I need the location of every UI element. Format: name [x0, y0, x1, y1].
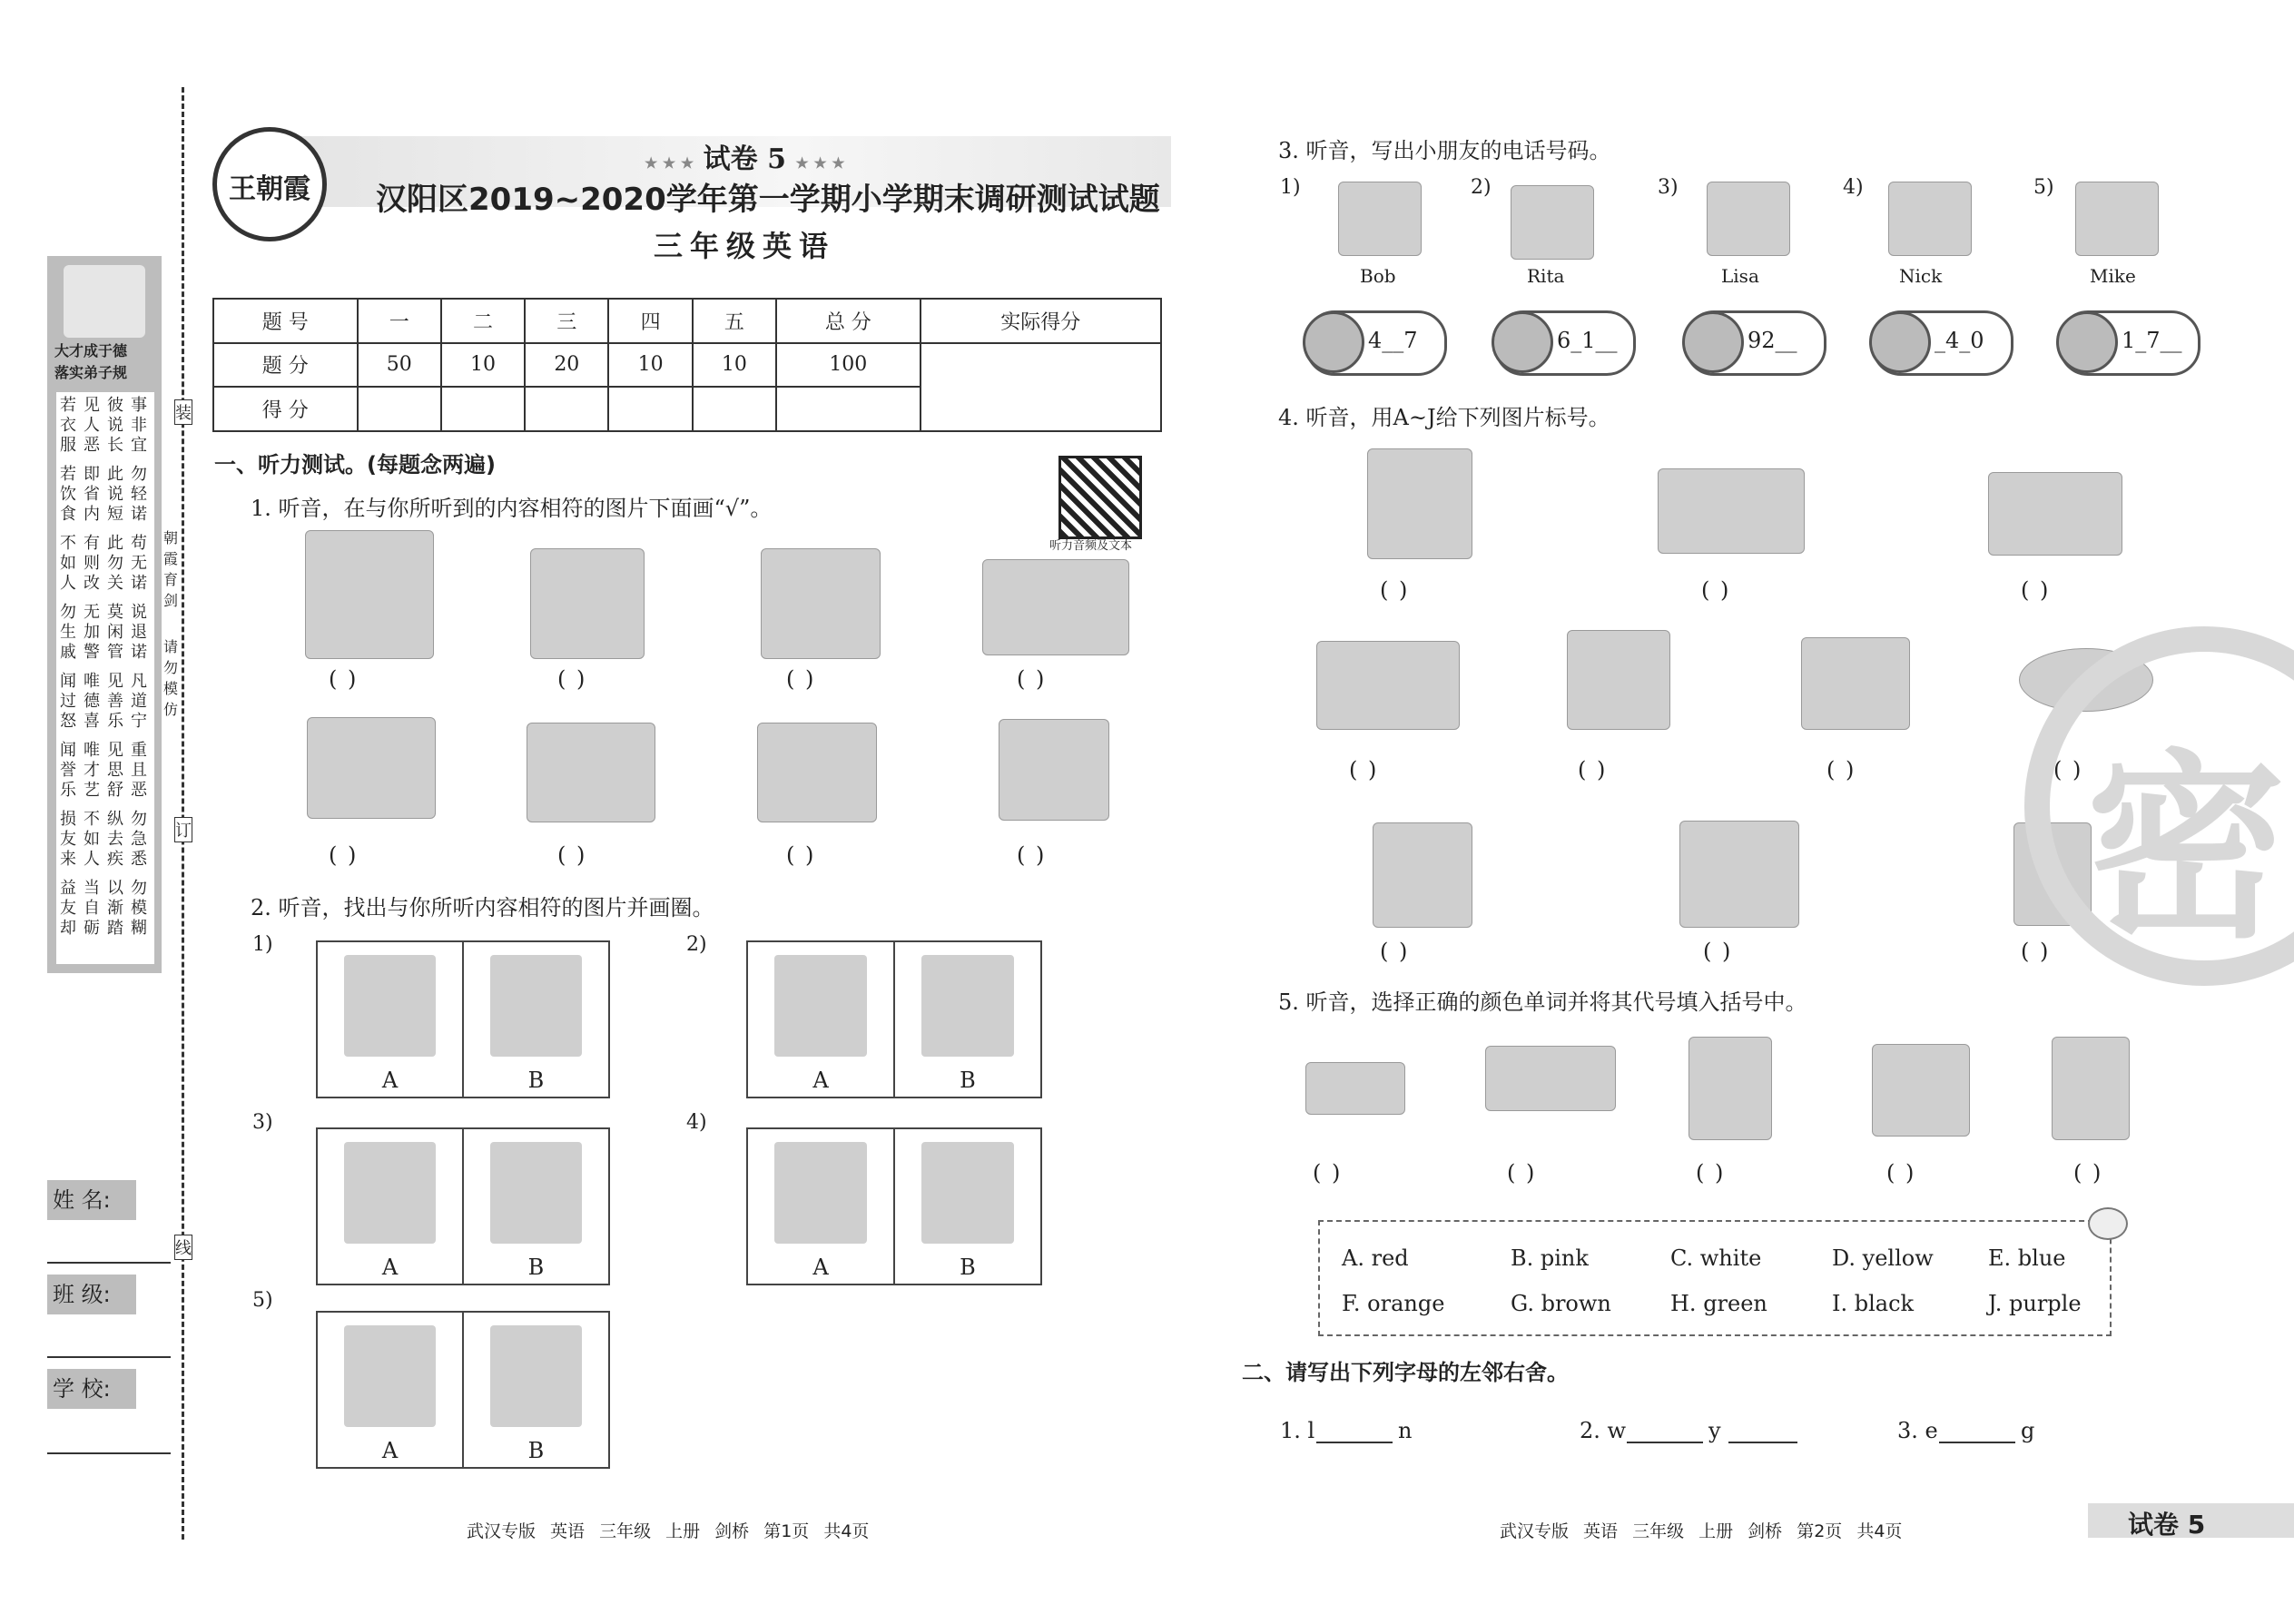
brand-logo	[212, 127, 327, 241]
answer-bracket[interactable]: ( )	[1703, 939, 1733, 964]
scene-picture	[1801, 637, 1910, 730]
color-option: B. pink	[1511, 1245, 1589, 1271]
tiger-picture	[761, 548, 881, 659]
poem-column: 凡 道 宁	[131, 672, 147, 731]
answer-bracket[interactable]: ( )	[2053, 757, 2083, 782]
letter-item: g	[2021, 1418, 2035, 1443]
school-label: 学 校:	[47, 1369, 136, 1409]
answer-bracket[interactable]: ( )	[1886, 1160, 1916, 1186]
poem-column: 此 说 短	[107, 465, 123, 524]
score-table	[212, 298, 1162, 432]
question-5: 5. 听音，选择正确的颜色单词并将其代号填入括号中。	[1278, 989, 1807, 1015]
answer-bracket[interactable]: ( )	[1380, 577, 1410, 603]
poem-column: 若 衣 服	[60, 396, 76, 455]
poem-group	[60, 810, 151, 870]
book-picture	[1872, 1044, 1970, 1137]
poem-column: 益 友 却	[60, 879, 76, 938]
footer-badge: 试卷 5	[2088, 1503, 2294, 1538]
footer-left: 武汉专版 英语 三年级 上册 剑桥 第1页 共4页	[467, 1521, 870, 1541]
choice-a[interactable]: A	[748, 942, 895, 1097]
exam-title: 汉阳区2019~2020学年第一学期小学期末调研测试试题	[376, 182, 1160, 218]
sidebar-panel	[47, 256, 162, 973]
star-icon: ★ ★ ★	[795, 154, 845, 172]
choice-b[interactable]: B	[464, 1313, 608, 1467]
poem-column: 重 且 恶	[131, 741, 147, 800]
phone-number-field[interactable]: 1_7__	[2059, 310, 2200, 376]
phone-icon	[1682, 311, 1744, 373]
spine-char: 订	[174, 817, 192, 842]
answer-bracket[interactable]: ( )	[2021, 939, 2051, 964]
table-row: 得 分	[213, 387, 1161, 431]
poem-column: 以 渐 踏	[107, 879, 123, 938]
poem-column: 见 思 舒	[107, 741, 123, 800]
poem-column: 见 善 乐	[107, 672, 123, 731]
scene-picture	[1373, 822, 1472, 928]
tiger-picture	[305, 530, 434, 659]
color-option: H. green	[1670, 1291, 1767, 1316]
q2-item-number: 5)	[252, 1289, 273, 1312]
q2-choice-pair	[316, 1311, 610, 1469]
answer-bracket[interactable]: ( )	[1017, 842, 1047, 868]
answer-bracket[interactable]: ( )	[1507, 1160, 1537, 1186]
answer-bracket[interactable]: ( )	[557, 666, 587, 692]
airplane-picture	[1485, 1046, 1616, 1111]
spine-text-mid: 请勿模仿	[163, 638, 179, 718]
tiger-picture	[982, 559, 1129, 655]
subject-title: 三年级英语	[654, 229, 836, 263]
poem-column: 莫 闲 管	[107, 603, 123, 662]
color-option: D. yellow	[1832, 1245, 1934, 1271]
cat-picture	[2052, 1037, 2130, 1140]
poem-column: 勿 急 悉	[131, 810, 147, 869]
scene-picture	[1658, 468, 1805, 554]
answer-bracket[interactable]: ( )	[1380, 939, 1410, 964]
letter-item: 3. e	[1897, 1418, 1938, 1443]
letter-item: 1. l	[1280, 1418, 1315, 1443]
q2-choice-pair	[746, 1127, 1042, 1285]
table-row: 题 号 一 二 三 四 五 总 分 实际得分	[213, 299, 1161, 343]
snail-picture	[1689, 1037, 1772, 1140]
choice-a[interactable]: A	[748, 1129, 895, 1284]
poem-column: 苟 无 诺	[131, 534, 147, 593]
section1-title: 一、听力测试。(每题念两遍)	[214, 452, 496, 477]
poem-column: 闻 过 怒	[60, 672, 76, 731]
answer-bracket[interactable]: ( )	[786, 666, 816, 692]
color-option: E. blue	[1988, 1245, 2066, 1271]
choice-b[interactable]: B	[895, 1129, 1040, 1284]
q3-number: 3)	[1658, 176, 1679, 199]
confidential-watermark: 密	[2024, 626, 2294, 986]
choice-a[interactable]: A	[318, 1129, 464, 1284]
q2-item-number: 3)	[252, 1111, 273, 1134]
choice-b[interactable]: B	[464, 942, 608, 1097]
poem-group	[60, 534, 151, 594]
answer-bracket[interactable]: ( )	[329, 842, 359, 868]
phone-number-field[interactable]: 6_1__	[1494, 310, 1636, 376]
section2-title: 二、请写出下列字母的左邻右舍。	[1242, 1360, 1569, 1385]
poem-group	[60, 672, 151, 732]
poem-group	[60, 741, 151, 801]
q2-item-number: 1)	[252, 933, 273, 956]
poem-column: 说 退 诺	[131, 603, 147, 662]
letter-blank[interactable]	[1316, 1442, 1393, 1443]
phone-icon	[1492, 311, 1553, 373]
name-label: 姓 名:	[47, 1180, 136, 1220]
letter-item: y	[1708, 1418, 1721, 1443]
table-row: 题 分 50 10 20 10 10 100	[213, 343, 1161, 388]
letter-item: n	[1398, 1418, 1413, 1443]
color-option: F. orange	[1342, 1291, 1445, 1316]
question-4: 4. 听音，用A~J给下列图片标号。	[1278, 405, 1610, 430]
name-field[interactable]	[47, 1262, 171, 1264]
q3-number: 2)	[1471, 176, 1492, 199]
poem-group	[60, 465, 151, 525]
letter-blank[interactable]	[1627, 1442, 1703, 1443]
poem-column: 勿 模 糊	[131, 879, 147, 938]
motto-top: 大才成于德	[54, 342, 128, 359]
star-icon: ★ ★ ★	[645, 154, 694, 172]
q2-item-number: 4)	[686, 1111, 707, 1134]
choice-a[interactable]: A	[318, 942, 464, 1097]
child-portrait	[1511, 185, 1594, 260]
poem-column: 事 非 宜	[131, 396, 147, 455]
phone-icon	[1869, 311, 1931, 373]
poem-column: 勿 生 戚	[60, 603, 76, 662]
answer-bracket[interactable]: ( )	[1313, 1160, 1343, 1186]
poem-column: 彼 说 长	[107, 396, 123, 455]
poem-column: 不 如 人	[84, 810, 100, 869]
poem-column: 唯 才 艺	[84, 741, 100, 800]
letter-blank[interactable]	[1728, 1442, 1797, 1443]
color-options-box	[1318, 1220, 2112, 1336]
poem-group	[60, 603, 151, 663]
scholar-illustration	[64, 265, 145, 338]
poem-column: 不 如 人	[60, 534, 76, 593]
q3-number: 5)	[2033, 176, 2054, 199]
phone-number-field[interactable]: _4_0	[1872, 310, 2013, 376]
qr-code	[1058, 456, 1142, 539]
choice-b[interactable]: B	[464, 1129, 608, 1284]
q3-number: 1)	[1280, 176, 1301, 199]
tiger-picture	[1567, 630, 1670, 730]
motto-bottom: 落实弟子规	[54, 364, 128, 381]
answer-bracket[interactable]: ( )	[1826, 757, 1856, 782]
footer-right: 武汉专版 英语 三年级 上册 剑桥 第2页 共4页	[1500, 1521, 1903, 1541]
poem-column: 无 加 警	[84, 603, 100, 662]
scene-picture	[1367, 448, 1472, 559]
color-option: C. white	[1670, 1245, 1762, 1271]
cloud-icon	[2088, 1207, 2128, 1240]
child-portrait	[1338, 182, 1422, 256]
tiger-picture	[999, 719, 1109, 821]
scene-picture	[1316, 641, 1460, 730]
class-label: 班 级:	[47, 1275, 136, 1314]
phone-number-field[interactable]: 92__	[1685, 310, 1826, 376]
color-option: G. brown	[1511, 1291, 1611, 1316]
answer-bracket[interactable]: ( )	[1696, 1160, 1726, 1186]
qr-caption: 听力音频及文本	[1049, 539, 1133, 553]
spine-char: 装	[174, 399, 192, 425]
q2-choice-pair	[316, 940, 610, 1098]
tiger-picture	[530, 548, 645, 659]
poem-block	[56, 392, 154, 964]
poem-column: 勿 轻 诺	[131, 465, 147, 524]
binding-line	[182, 87, 184, 1540]
paper-label: ★ ★ ★ 试卷 5 ★ ★ ★	[645, 143, 845, 175]
child-name: Rita	[1527, 265, 1565, 287]
q3-number: 4)	[1843, 176, 1864, 199]
choice-a[interactable]: A	[318, 1313, 464, 1467]
poem-column: 见 人 恶	[84, 396, 100, 455]
q2-item-number: 2)	[686, 933, 707, 956]
child-portrait	[2075, 182, 2159, 256]
poem-column: 闻 誉 乐	[60, 741, 76, 800]
poem-column: 当 自 砺	[84, 879, 100, 938]
phone-icon	[2056, 311, 2118, 373]
answer-bracket[interactable]: ( )	[2073, 1160, 2103, 1186]
answer-bracket[interactable]: ( )	[2021, 577, 2051, 603]
q2-choice-pair	[746, 940, 1042, 1098]
child-portrait	[1888, 182, 1972, 256]
class-field[interactable]	[47, 1356, 171, 1358]
pen-picture	[1305, 1062, 1405, 1115]
question-1: 1. 听音，在与你所听到的内容相符的图片下面画“√”。	[251, 496, 773, 521]
tiger-picture	[307, 717, 436, 819]
tiger-picture	[527, 723, 655, 822]
phone-number-field[interactable]: 4__7	[1305, 310, 1447, 376]
question-3: 3. 听音，写出小朋友的电话号码。	[1278, 138, 1611, 163]
answer-bracket[interactable]: ( )	[1701, 577, 1731, 603]
question-2: 2. 听音，找出与你所听内容相符的图片并画圈。	[251, 895, 714, 920]
tiger-picture	[757, 723, 877, 822]
poem-group	[60, 396, 151, 456]
color-option: I. black	[1832, 1291, 1915, 1316]
poem-column: 损 友 来	[60, 810, 76, 869]
answer-bracket[interactable]: ( )	[786, 842, 816, 868]
poem-column: 此 勿 关	[107, 534, 123, 593]
child-name: Bob	[1360, 265, 1396, 287]
answer-bracket[interactable]: ( )	[557, 842, 587, 868]
spine-text-top: 朝霞育剑	[163, 529, 179, 609]
rainbow-picture	[1988, 472, 2122, 556]
child-name: Nick	[1899, 265, 1943, 287]
color-option: J. purple	[1988, 1291, 2082, 1316]
q2-choice-pair	[316, 1127, 610, 1285]
child-name: Mike	[2090, 265, 2136, 287]
choice-b[interactable]: B	[895, 942, 1040, 1097]
child-portrait	[1707, 182, 1790, 256]
child-name: Lisa	[1721, 265, 1759, 287]
poem-group	[60, 879, 151, 939]
poem-column: 纵 去 疾	[107, 810, 123, 869]
answer-bracket[interactable]: ( )	[1578, 757, 1608, 782]
answer-bracket[interactable]: ( )	[329, 666, 359, 692]
poem-column: 有 则 改	[84, 534, 100, 593]
poem-column: 即 省 内	[84, 465, 100, 524]
letter-blank[interactable]	[1939, 1442, 2015, 1443]
spine-char: 线	[174, 1235, 192, 1260]
answer-bracket[interactable]: ( )	[1349, 757, 1379, 782]
letter-item: 2. w	[1580, 1418, 1627, 1443]
poem-column: 唯 德 喜	[84, 672, 100, 731]
phone-icon	[1303, 311, 1364, 373]
actual-score-cell[interactable]	[921, 343, 1161, 431]
answer-bracket[interactable]: ( )	[1017, 666, 1047, 692]
logo-text: 王朝霞	[229, 173, 310, 205]
poem-column: 若 饮 食	[60, 465, 76, 524]
color-option: A. red	[1342, 1245, 1409, 1271]
school-field[interactable]	[47, 1452, 171, 1454]
tiger-picture	[1679, 821, 1799, 928]
